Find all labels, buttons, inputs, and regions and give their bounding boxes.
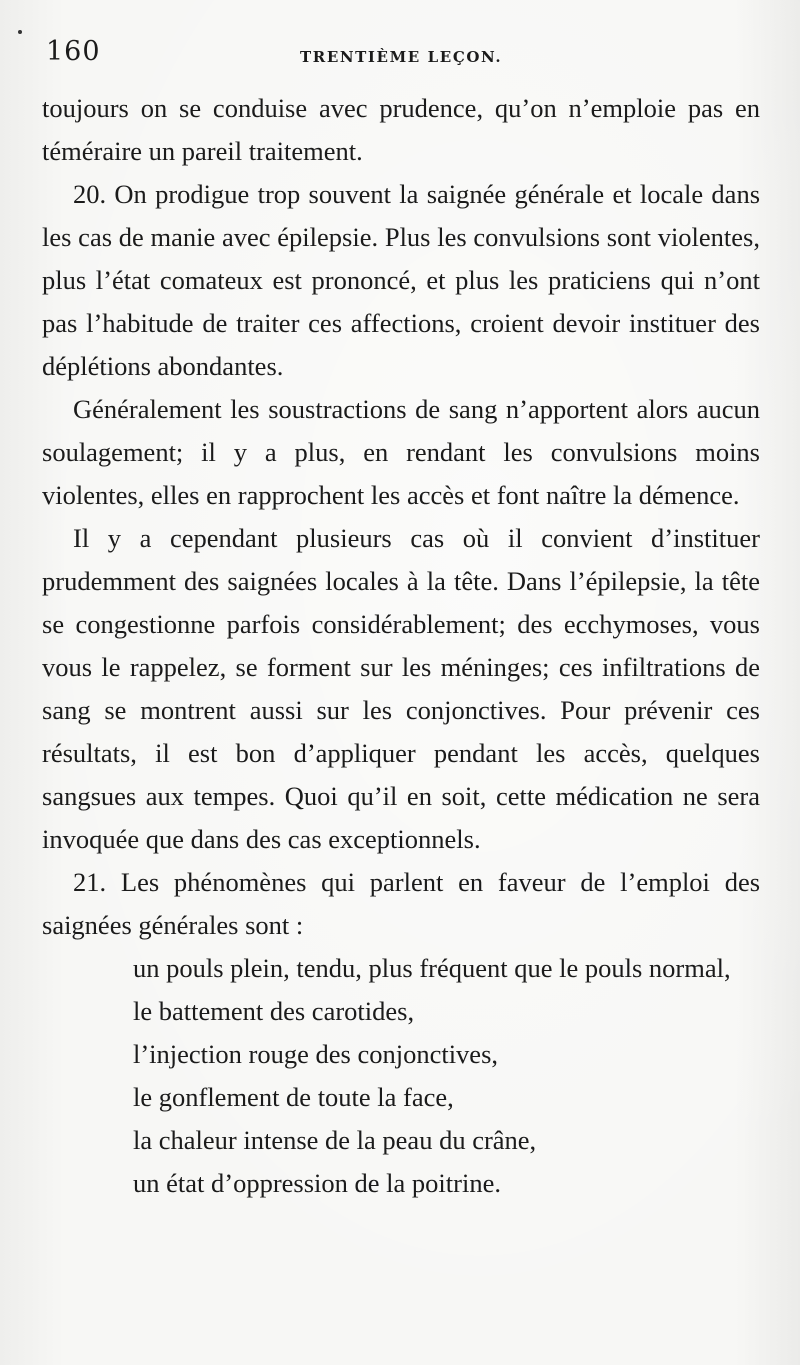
list-item-text: la chaleur intense de la peau du crâne, [133, 1125, 537, 1155]
paragraph-text: toujours on se conduise avec prudence, qu’on n’emploie pas en téméraire un pareil traitement. [42, 93, 760, 166]
list-item-text: un état d’oppression de la poitrine. [133, 1168, 501, 1198]
paragraph-text: Les phénomènes qui parlent en faveur de l’emploi des saignées générales sont : [42, 867, 761, 940]
paragraph-saignees-locales [42, 517, 760, 861]
list-item-text: un pouls plein, tendu, plus fréquent que le pouls normal, [133, 953, 731, 983]
paragraph-text: Il y a cependant plusieurs cas où il convient d’instituer prudemment des saignées locales à la tête. Dans l’épilepsie, la tête se congestionne parfois considérablement; des ecchymoses, vous vous le rappelez, se forment sur les méninges; ces infiltrations de sang se montrent aussi sur les conjonctives. Pour prévenir ces résultats, il est bon d’appliquer pendant les accès, quelques sangsues aux tempes. Quoi qu’il en soit, cette médication ne sera invoquée que dans des cas exceptionnels. [42, 523, 760, 854]
ink-speck [18, 30, 22, 34]
list-item [72, 1076, 760, 1119]
page-number: 160 [46, 36, 101, 67]
paragraph-21 [42, 861, 760, 947]
symptom-list [42, 947, 760, 1205]
list-item [72, 990, 760, 1033]
paragraph-text: Généralement les soustractions de sang n’apportent alors aucun soulagement; il y a plus, en rendant les convulsions moins violentes, elles en rapprochent les accès et font naître la démence. [42, 394, 760, 510]
running-head: TRENTIÈME LEÇON. [300, 48, 503, 66]
list-item [72, 1162, 760, 1205]
paragraph-continuation [42, 87, 760, 173]
page-header [42, 36, 760, 76]
list-item-text: le gonflement de toute la face, [133, 1082, 454, 1112]
paragraph-soustractions [42, 388, 760, 517]
paragraph-text: On prodigue trop souvent la saignée générale et locale dans les cas de manie avec épilepsie. Plus les convulsions sont violentes, plus l’état comateux est prononcé, et plus les praticiens qui n’ont pas l’habitude de traiter ces affections, croient devoir instituer des déplétions abondantes. [42, 179, 761, 381]
paragraph-20 [42, 173, 760, 388]
list-item [72, 1119, 760, 1162]
body-text [42, 87, 760, 1205]
list-item [72, 1033, 760, 1076]
list-item-text: le battement des carotides, [133, 996, 415, 1026]
list-item-text: l’injection rouge des conjonctives, [133, 1039, 499, 1069]
paragraph-number: 21. [73, 867, 107, 897]
paragraph-number: 20. [73, 179, 107, 209]
list-item [72, 947, 760, 990]
